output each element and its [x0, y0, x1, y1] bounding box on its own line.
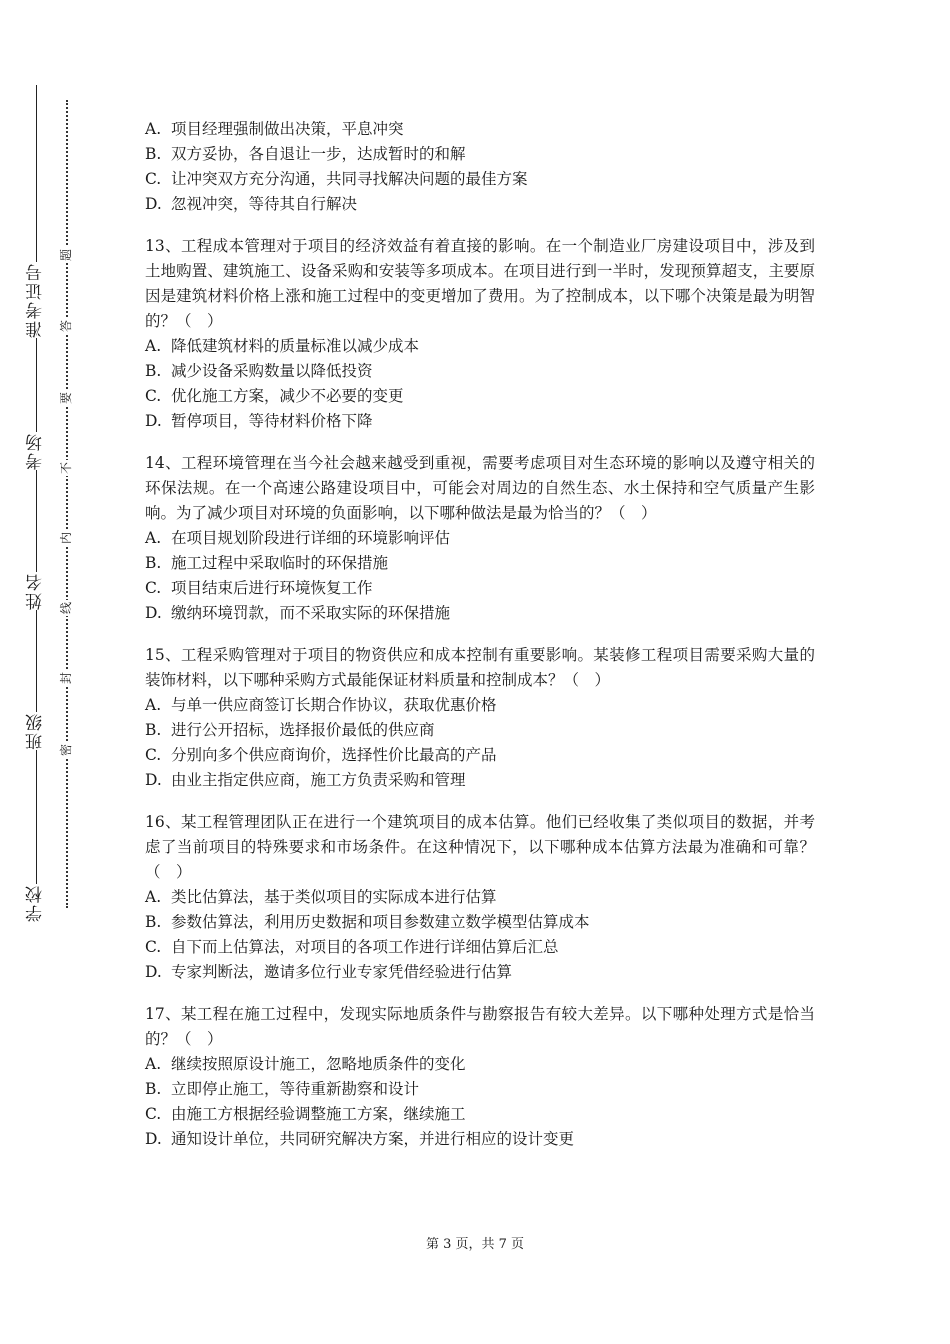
seal-char: 内: [59, 532, 73, 545]
exam-number-label: 准考证号: [22, 262, 50, 338]
seal-char: 题: [59, 249, 73, 262]
question-stem: 15、工程采购管理对于项目的物资供应和成本控制有重要影响。某装修工程项目需要采购大量的装饰材料，以下哪种采购方式最能保证材料质量和控制成本？（ ）: [145, 646, 815, 689]
option: C. 让冲突双方充分沟通，共同寻找解决问题的最佳方案: [145, 170, 528, 188]
question-13: [145, 234, 815, 434]
binding-solid-line: [36, 85, 37, 920]
option: B. 施工过程中采取临时的环保措施: [145, 554, 389, 572]
question-16: [145, 810, 815, 985]
seal-char: 密: [59, 744, 73, 757]
option: A. 项目经理强制做出决策，平息冲突: [145, 120, 404, 138]
seal-char: 答: [59, 320, 73, 333]
question-17: [145, 1002, 815, 1152]
option: C. 自下而上估算法，对项目的各项工作进行详细估算后汇总: [145, 938, 559, 956]
option: A. 继续按照原设计施工，忽略地质条件的变化: [145, 1055, 466, 1073]
binding-dotted-line: [66, 100, 68, 908]
question-12-continued: [145, 117, 815, 217]
question-stem: 16、某工程管理团队正在进行一个建筑项目的成本估算。他们已经收集了类似项目的数据，并考虑了当前项目的特殊要求和市场条件。在这种情况下，以下哪种成本估算方法最为准确和可靠？（ ）: [145, 813, 815, 881]
seal-char: 封: [59, 672, 73, 685]
option: A. 与单一供应商签订长期合作协议，获取优惠价格: [145, 696, 497, 714]
seal-char: 线: [59, 602, 73, 615]
seal-char: 不: [59, 462, 73, 475]
seal-char: 要: [59, 392, 73, 405]
name-label: 姓名: [22, 572, 50, 610]
question-15: [145, 643, 815, 793]
question-stem: 17、某工程在施工过程中，发现实际地质条件与勘察报告有较大差异。以下哪种处理方式是恰当的？（ ）: [145, 1005, 815, 1048]
option: D. 通知设计单位，共同研究解决方案，并进行相应的设计变更: [145, 1130, 575, 1148]
option: B. 参数估算法，利用历史数据和项目参数建立数学模型估算成本: [145, 913, 590, 931]
option: D. 由业主指定供应商，施工方负责采购和管理: [145, 771, 466, 789]
option: D. 专家判断法，邀请多位行业专家凭借经验进行估算: [145, 963, 513, 981]
option: A. 类比估算法，基于类似项目的实际成本进行估算: [145, 888, 497, 906]
page-number: 第 3 页，共 7 页: [425, 1237, 525, 1252]
class-label: 班级: [22, 712, 50, 750]
option: A. 降低建筑材料的质量标准以减少成本: [145, 337, 420, 355]
question-stem: 13、工程成本管理对于项目的经济效益有着直接的影响。在一个制造业厂房建设项目中，涉及到土地购置、建筑施工、设备采购和安装等多项成本。在项目进行到一半时，发现预算超支，主要原因是建筑材料价格上涨和施工过程中的变更增加了费用。为了控制成本，以下哪个决策是最为明智的？（ ）: [145, 237, 815, 330]
option: C. 项目结束后进行环境恢复工作: [145, 579, 373, 597]
option: B. 进行公开招标，选择报价最低的供应商: [145, 721, 435, 739]
option: B. 减少设备采购数量以降低投资: [145, 362, 373, 380]
question-stem: 14、工程环境管理在当今社会越来越受到重视，需要考虑项目对生态环境的影响以及遵守相关的环保法规。在一个高速公路建设项目中，可能会对周边的自然生态、水土保持和空气质量产生影响。为了减少项目对环境的负面影响，以下哪种做法是最为恰当的？（ ）: [145, 454, 815, 522]
option: B. 立即停止施工，等待重新勘察和设计: [145, 1080, 420, 1098]
question-14: [145, 451, 815, 626]
school-label: 学校: [22, 884, 50, 922]
exam-room-label: 考场: [22, 432, 50, 470]
option: C. 由施工方根据经验调整施工方案，继续施工: [145, 1105, 466, 1123]
option: D. 暂停项目，等待材料价格下降: [145, 412, 373, 430]
option: D. 缴纳环境罚款，而不采取实际的环保措施: [145, 604, 451, 622]
option: C. 分别向多个供应商询价，选择性价比最高的产品: [145, 746, 497, 764]
question-list: [145, 117, 815, 1169]
binding-margin: [0, 0, 90, 1344]
option: D. 忽视冲突，等待其自行解决: [145, 195, 358, 213]
option: C. 优化施工方案，减少不必要的变更: [145, 387, 404, 405]
option: B. 双方妥协，各自退让一步，达成暂时的和解: [145, 145, 466, 163]
option: A. 在项目规划阶段进行详细的环境影响评估: [145, 529, 451, 547]
